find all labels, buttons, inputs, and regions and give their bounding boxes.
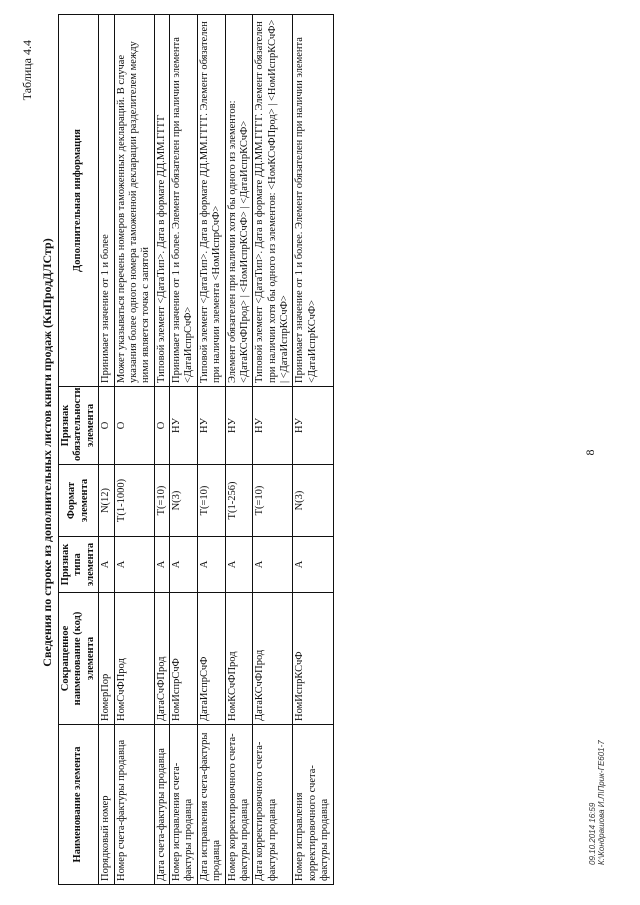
cell-required: НУ <box>253 387 293 465</box>
cell-type: А <box>253 537 293 593</box>
cell-code: ДатаСчФПрод <box>154 593 169 725</box>
cell-code: НомерПор <box>99 593 114 725</box>
cell-type: А <box>197 537 225 593</box>
table-row <box>293 15 333 885</box>
cell-name: Дата корректировочного счета-фактуры продавца <box>253 725 293 885</box>
header-format: Формат элемента <box>59 465 99 537</box>
table-row <box>114 15 154 885</box>
cell-code: НомСчФПрод <box>114 593 154 725</box>
cell-name: Дата счета-фактуры продавца <box>154 725 169 885</box>
cell-name: Номер счета-фактуры продавца <box>114 725 154 885</box>
header-additional-info: Дополнительная информация <box>59 15 99 387</box>
table-row <box>253 15 293 885</box>
page-number: 8 <box>583 449 597 456</box>
table-row <box>197 15 225 885</box>
table-label: Таблица 4.4 <box>20 40 34 101</box>
cell-code: НомИспрКСчФ <box>293 593 333 725</box>
header-element-name: Наименование элемента <box>59 725 99 885</box>
cell-code: ДатаИспрСчФ <box>197 593 225 725</box>
cell-format: N(12) <box>99 465 114 537</box>
header-required: Признак обязательности элемента <box>59 387 99 465</box>
cell-info: Принимает значение от 1 и более <box>99 15 114 387</box>
cell-format: N(3) <box>170 465 198 537</box>
cell-name: Номер исправления счета-фактуры продавца <box>170 725 198 885</box>
cell-info: Принимает значение от 1 и более. Элемент обязателен при наличии элемента <ДатаИспрСчФ> <box>170 15 198 387</box>
cell-info: Типовой элемент <ДатаТип>. Дата в формате ДД.ММ.ГГГГ <box>154 15 169 387</box>
cell-name: Порядковый номер <box>99 725 114 885</box>
cell-format: N(3) <box>293 465 333 537</box>
cell-type: А <box>154 537 169 593</box>
cell-required: О <box>114 387 154 465</box>
cell-format: Т(=10) <box>253 465 293 537</box>
cell-type: А <box>225 537 253 593</box>
document-footer <box>588 740 606 865</box>
cell-info: Типовой элемент <ДатаТип>. Дата в формате ДД.ММ.ГГГГ. Элемент обязателен при наличии хотя бы одного из элементов: <НомКСчФПрод> | <НомИспрКСчФ> | <ДатаИспрКСчФ> <box>253 15 293 387</box>
cell-type: А <box>114 537 154 593</box>
cell-code: НомИспрСчФ <box>170 593 198 725</box>
header-type: Признак типа элемента <box>59 537 99 593</box>
cell-format: Т(1-256) <box>225 465 253 537</box>
cell-name: Номер исправления корректировочного счета-фактуры продавца <box>293 725 333 885</box>
cell-info: Элемент обязателен при наличии хотя бы одного из элементов: <ДатаКСчФПрод> | <НомИспрКСчФ> | <ДатаИспрКСчФ> <box>225 15 253 387</box>
cell-type: А <box>293 537 333 593</box>
elements-table <box>58 14 334 885</box>
header-short-code: Сокращенное наименование (код) элемента <box>59 593 99 725</box>
table-caption: Сведения по строке из дополнительных листов книги продаж (КнПродДЛСтр) <box>40 238 54 667</box>
cell-format: Т(=10) <box>197 465 225 537</box>
cell-required: НУ <box>170 387 198 465</box>
cell-info: Может указываться перечень номеров таможенных деклараций. В случае указания более одного номера таможенной декларации разделителем между ними является точка с запятой <box>114 15 154 387</box>
cell-name: Номер корректировочного счета-фактуры продавца <box>225 725 253 885</box>
cell-required: О <box>154 387 169 465</box>
footer-timestamp: 09.10.2014 16:59 <box>588 802 597 865</box>
cell-info: Типовой элемент <ДатаТип>. Дата в формате ДД.ММ.ГГГГ. Элемент обязателен при наличии элемента <НомИспрСчФ> <box>197 15 225 387</box>
cell-format: T(1-1000) <box>114 465 154 537</box>
cell-required: О <box>99 387 114 465</box>
cell-required: НУ <box>197 387 225 465</box>
table-header-row <box>59 15 99 885</box>
table-row <box>170 15 198 885</box>
cell-code: ДатаКСчФПрод <box>253 593 293 725</box>
table-row <box>154 15 169 885</box>
cell-code: НомКСчФПрод <box>225 593 253 725</box>
table-row <box>225 15 253 885</box>
footer-file-path: К:\Кондрашова И.Л\Прик-ГЕ601-7 <box>597 740 607 865</box>
cell-type: А <box>99 537 114 593</box>
cell-type: А <box>170 537 198 593</box>
cell-required: НУ <box>225 387 253 465</box>
table-row <box>99 15 114 885</box>
cell-name: Дата исправления счета-фактуры продавца <box>197 725 225 885</box>
cell-info: Принимает значение от 1 и более. Элемент обязателен при наличии элемента <ДатаИспрКСчФ> <box>293 15 333 387</box>
cell-required: НУ <box>293 387 333 465</box>
cell-format: Т(=10) <box>154 465 169 537</box>
